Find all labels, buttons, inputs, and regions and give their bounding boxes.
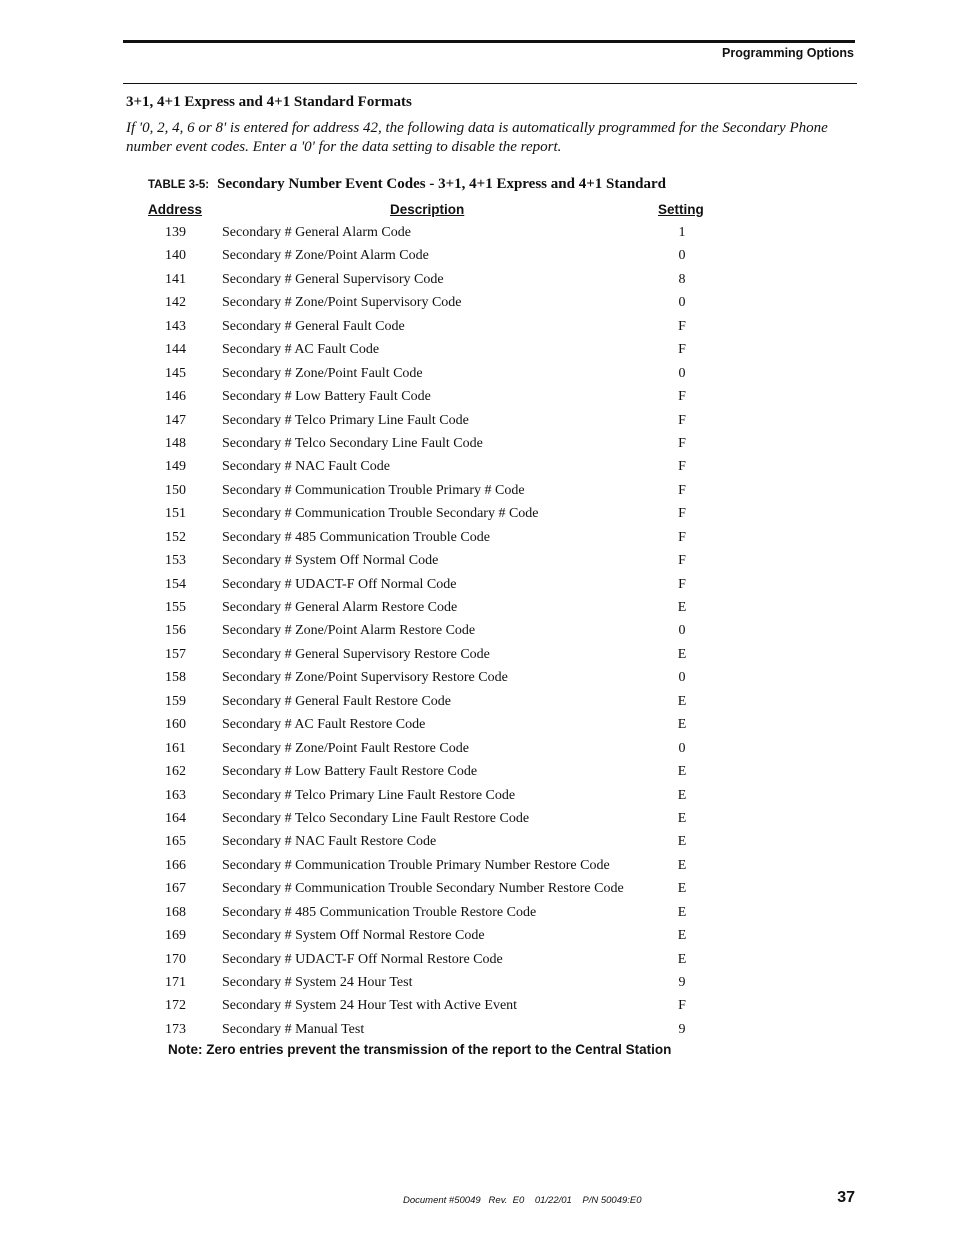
table-row	[0, 269, 954, 292]
table-row	[0, 410, 954, 433]
row-description: Secondary # Telco Primary Line Fault Restore Code	[222, 787, 516, 803]
row-description: Secondary # UDACT-F Off Normal Code	[222, 576, 457, 592]
header-rule	[123, 83, 857, 84]
row-description: Secondary # 485 Communication Trouble Restore Code	[222, 904, 537, 920]
table-row	[0, 433, 954, 456]
table-row	[0, 691, 954, 714]
row-address: 161	[165, 740, 186, 756]
table-row	[0, 363, 954, 386]
footer-document-info: Document #50049 Rev. E0 01/22/01 P/N 50049:E0	[403, 1195, 642, 1206]
row-setting: F	[678, 459, 686, 475]
table-row	[0, 574, 954, 597]
row-address: 147	[165, 412, 186, 428]
row-setting: 8	[678, 271, 686, 287]
row-setting: 0	[678, 295, 686, 311]
row-description: Secondary # Zone/Point Fault Code	[222, 365, 423, 381]
page-number: 37	[837, 1189, 855, 1206]
row-description: Secondary # Zone/Point Fault Restore Code	[222, 740, 469, 756]
row-description: Secondary # General Alarm Restore Code	[222, 600, 458, 615]
row-description: Secondary # General Supervisory Code	[222, 271, 444, 287]
table-row	[0, 761, 954, 784]
row-setting: 0	[678, 248, 686, 264]
row-setting: E	[677, 787, 687, 803]
table-row	[0, 339, 954, 362]
table-row	[0, 245, 954, 268]
row-address: 144	[165, 342, 186, 358]
running-head: Programming Options	[722, 46, 854, 60]
row-description: Secondary # Telco Secondary Line Fault Code	[222, 435, 483, 451]
table-row	[0, 480, 954, 503]
row-setting: E	[677, 881, 687, 897]
row-address: 140	[165, 248, 186, 264]
row-address: 169	[165, 928, 186, 944]
row-setting: 9	[678, 1021, 686, 1037]
table-row	[0, 714, 954, 737]
row-setting: E	[677, 857, 687, 873]
row-setting: E	[677, 764, 687, 780]
row-setting: F	[678, 389, 686, 405]
row-setting: F	[678, 998, 686, 1014]
row-address: 142	[165, 295, 186, 311]
table-row	[0, 949, 954, 972]
row-description: Secondary # Zone/Point Alarm Restore Code	[222, 623, 476, 639]
table-row	[0, 667, 954, 690]
table-title: Secondary Number Event Codes - 3+1, 4+1 Express and 4+1 Standard	[217, 176, 667, 192]
row-description: Secondary # Telco Primary Line Fault Code	[222, 412, 469, 428]
row-address: 160	[165, 717, 186, 733]
section-heading: 3+1, 4+1 Express and 4+1 Standard Formats	[126, 94, 412, 110]
row-description: Secondary # Communication Trouble Secondary # Code	[222, 506, 539, 522]
row-description: Secondary # 485 Communication Trouble Code	[222, 529, 490, 545]
table-note: Note: Zero entries prevent the transmission of the report to the Central Station	[168, 1042, 672, 1057]
row-address: 156	[165, 623, 186, 639]
table-row	[0, 644, 954, 667]
top-rule	[123, 40, 855, 43]
table-caption	[148, 175, 666, 193]
row-description: Secondary # Communication Trouble Primary # Code	[222, 482, 525, 498]
row-setting: 0	[678, 365, 686, 381]
row-description: Secondary # Zone/Point Supervisory Code	[222, 295, 462, 311]
row-description: Secondary # System Off Normal Code	[222, 553, 439, 569]
row-setting: E	[677, 834, 687, 850]
table-number: TABLE 3-5:	[148, 179, 210, 191]
column-header-description: Description	[390, 202, 465, 217]
row-setting: E	[677, 810, 687, 826]
row-address: 170	[165, 951, 186, 967]
row-description: Secondary # UDACT-F Off Normal Restore Code	[222, 951, 503, 967]
row-address: 143	[165, 318, 186, 334]
row-address: 158	[165, 670, 186, 686]
table-row	[0, 785, 954, 808]
row-address: 162	[165, 764, 186, 780]
row-setting: E	[677, 646, 687, 662]
row-setting: F	[678, 342, 686, 358]
row-address: 166	[165, 857, 186, 873]
row-address: 149	[165, 459, 186, 475]
row-setting: E	[677, 600, 687, 615]
table-row	[0, 855, 954, 878]
row-description: Secondary # General Fault Restore Code	[222, 693, 451, 709]
table-body	[0, 222, 954, 1042]
row-setting: 0	[678, 670, 686, 686]
table-row	[0, 222, 954, 245]
row-description: Secondary # System 24 Hour Test	[222, 975, 413, 990]
table-row	[0, 878, 954, 901]
row-setting: F	[678, 506, 686, 522]
row-address: 145	[165, 365, 186, 381]
row-address: 155	[165, 600, 186, 615]
row-description: Secondary # Communication Trouble Secondary Number Restore Code	[222, 881, 624, 897]
row-description: Secondary # Low Battery Fault Code	[222, 389, 431, 405]
row-description: Secondary # NAC Fault Restore Code	[222, 834, 437, 850]
row-description: Secondary # General Supervisory Restore Code	[222, 646, 490, 662]
table-row	[0, 902, 954, 925]
table-row	[0, 738, 954, 761]
row-description: Secondary # Low Battery Fault Restore Code	[222, 764, 478, 780]
row-setting: E	[677, 928, 687, 944]
row-setting: F	[678, 576, 686, 592]
row-description: Secondary # Telco Secondary Line Fault Restore Code	[222, 810, 530, 826]
row-setting: 0	[678, 740, 686, 756]
row-setting: E	[677, 717, 687, 733]
row-address: 153	[165, 553, 186, 569]
row-setting: F	[678, 318, 686, 334]
row-address: 148	[165, 435, 186, 451]
row-address: 146	[165, 389, 186, 405]
row-address: 154	[165, 576, 186, 592]
row-address: 172	[165, 998, 186, 1014]
intro-paragraph: If '0, 2, 4, 6 or 8' is entered for address 42, the following data is automatically programmed for the Secondary Phone number event codes. Enter a '0' for the data setting to disable the report.	[126, 120, 828, 155]
row-setting: 1	[678, 225, 686, 240]
row-description: Secondary # NAC Fault Code	[222, 459, 390, 475]
row-description: Secondary # Zone/Point Supervisory Restore Code	[222, 670, 508, 686]
row-description: Secondary # AC Fault Code	[222, 342, 380, 358]
row-setting: F	[678, 435, 686, 451]
table-row	[0, 972, 954, 995]
row-description: Secondary # Manual Test	[222, 1021, 365, 1037]
table-row	[0, 316, 954, 339]
row-setting: E	[677, 693, 687, 709]
row-description: Secondary # Zone/Point Alarm Code	[222, 248, 429, 264]
table-row	[0, 620, 954, 643]
row-address: 167	[165, 881, 186, 897]
row-setting: F	[678, 553, 686, 569]
row-description: Secondary # General Fault Code	[222, 318, 405, 334]
row-setting: F	[678, 529, 686, 545]
row-address: 171	[165, 975, 186, 990]
row-description: Secondary # System 24 Hour Test with Active Event	[222, 998, 518, 1014]
table-row	[0, 597, 954, 620]
row-address: 157	[165, 646, 186, 662]
row-address: 165	[165, 834, 186, 850]
row-setting: F	[678, 482, 686, 498]
table-row	[0, 386, 954, 409]
row-setting: E	[677, 904, 687, 920]
row-setting: 9	[678, 975, 686, 990]
table-row	[0, 1019, 954, 1042]
row-setting: E	[677, 951, 687, 967]
row-address: 164	[165, 810, 186, 826]
row-description: Secondary # Communication Trouble Primary Number Restore Code	[222, 857, 610, 873]
row-address: 152	[165, 529, 186, 545]
table-row	[0, 831, 954, 854]
row-description: Secondary # AC Fault Restore Code	[222, 717, 426, 733]
row-address: 150	[165, 482, 186, 498]
row-address: 163	[165, 787, 186, 803]
table-row	[0, 808, 954, 831]
row-address: 139	[165, 225, 186, 240]
table-row	[0, 925, 954, 948]
table-row	[0, 456, 954, 479]
table-row	[0, 995, 954, 1018]
row-address: 151	[165, 506, 186, 522]
table-row	[0, 550, 954, 573]
row-description: Secondary # System Off Normal Restore Code	[222, 928, 485, 944]
row-address: 168	[165, 904, 186, 920]
table-row	[0, 292, 954, 315]
column-header-setting: Setting	[658, 202, 704, 217]
row-description: Secondary # General Alarm Code	[222, 225, 411, 240]
column-header-address: Address	[148, 202, 203, 217]
row-address: 173	[165, 1021, 186, 1037]
table-row	[0, 503, 954, 526]
row-address: 159	[165, 693, 186, 709]
row-address: 141	[165, 271, 186, 287]
row-setting: 0	[678, 623, 686, 639]
table-row	[0, 527, 954, 550]
row-setting: F	[678, 412, 686, 428]
